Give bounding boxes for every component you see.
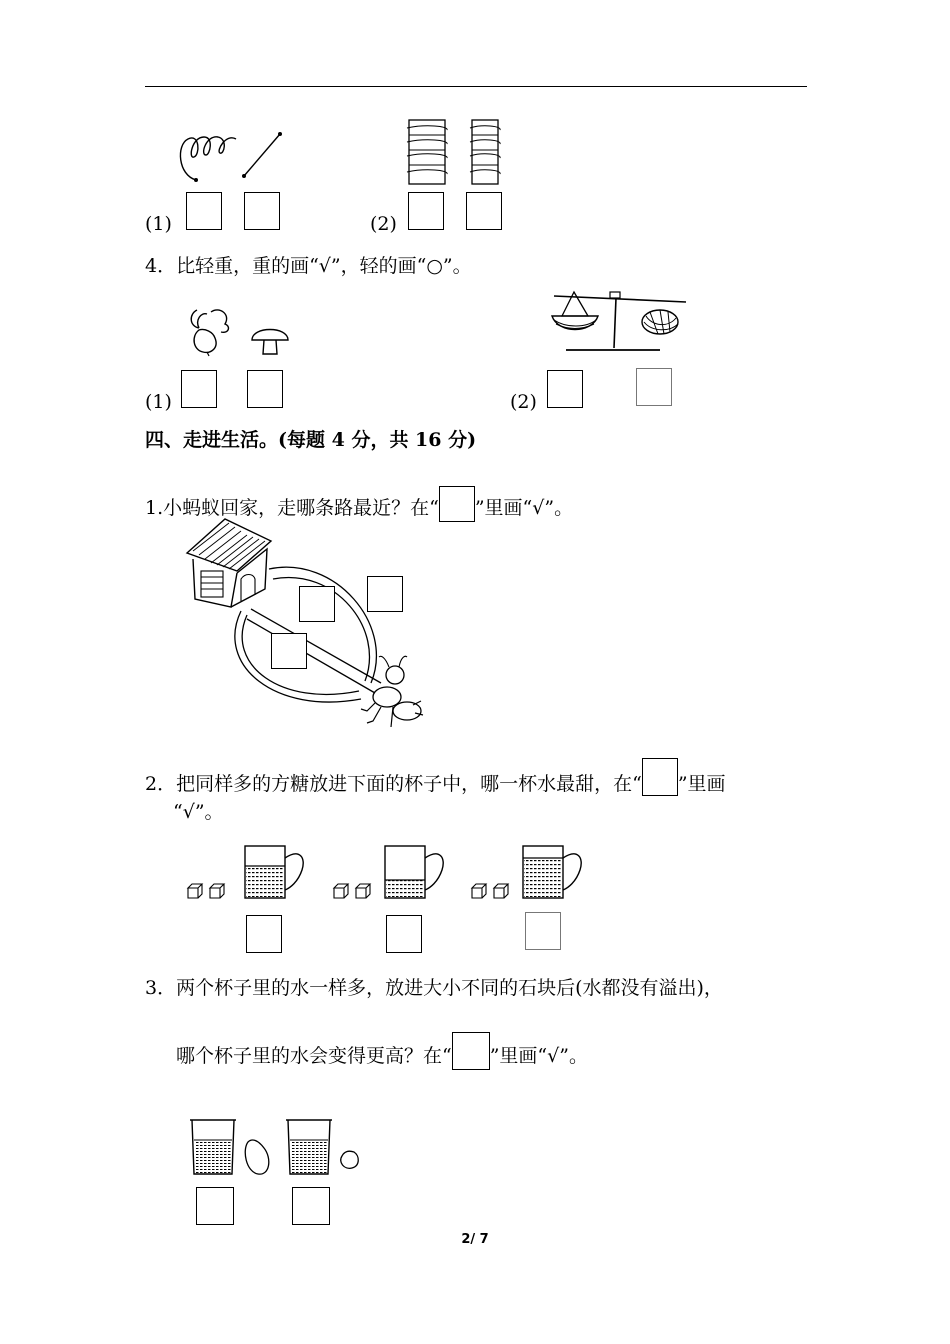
section-4-title: 四、走进生活。(每题 4 分，共 16 分): [145, 429, 477, 451]
question-text: 哪个杯子里的水会变得更高？在“: [176, 1045, 452, 1067]
part-label: (2): [510, 391, 537, 413]
water-cup-icon: [384, 844, 448, 900]
cup-answer-box-2[interactable]: [386, 915, 422, 953]
question-text: 2．把同样多的方糖放进下面的杯子中，哪一杯水最甜，在“: [145, 773, 642, 795]
beaker-answer-box-2[interactable]: [292, 1187, 330, 1225]
water-cup-icon: [244, 844, 308, 900]
part-label: (2): [370, 213, 397, 235]
s4-question-2: [145, 758, 726, 796]
sugar-cubes-icon: [186, 882, 230, 900]
answer-box-q4-1b[interactable]: [247, 370, 283, 408]
answer-box-q3-1a[interactable]: [186, 192, 222, 230]
stacked-blocks-b-illustration: [468, 118, 502, 186]
question-4-title: 4．比轻重，重的画“√”，轻的画“○”。: [145, 255, 472, 277]
inline-answer-box: [642, 758, 678, 796]
cup-answer-box-1[interactable]: [246, 915, 282, 953]
question-text: ”里画“√”。: [474, 497, 574, 519]
path-answer-box-bottom[interactable]: [271, 633, 307, 669]
answer-box-q4-2b[interactable]: [636, 368, 672, 406]
question-text: ”里画: [677, 773, 726, 795]
part-label: (1): [145, 391, 172, 413]
straight-line-illustration: [240, 128, 285, 180]
question-text: 3．两个杯子里的水一样多，放进大小不同的石块后(水都没有溢出)，: [145, 977, 723, 999]
inline-answer-box: [439, 486, 475, 522]
beaker-with-small-stone-illustration: [284, 1118, 364, 1178]
water-cup-icon: [522, 844, 586, 900]
answer-box-q4-2a[interactable]: [547, 370, 583, 408]
ant-home-paths-illustration: [185, 515, 425, 735]
balance-scale-illustration: [548, 288, 688, 356]
sugar-cubes-icon: [332, 882, 376, 900]
s4-question-3: [176, 1032, 588, 1070]
cup-answer-box-3[interactable]: [525, 912, 561, 950]
part-label: (1): [145, 213, 172, 235]
header-rule: [145, 86, 807, 87]
stacked-blocks-a-illustration: [405, 118, 451, 186]
answer-box-q4-1a[interactable]: [181, 370, 217, 408]
radish-illustration: [185, 304, 239, 356]
sugar-cubes-icon: [470, 882, 514, 900]
path-answer-box-top[interactable]: [367, 576, 403, 612]
inline-answer-box: [452, 1032, 490, 1070]
answer-box-q3-1b[interactable]: [244, 192, 280, 230]
mushroom-illustration: [248, 322, 292, 358]
beaker-with-large-stone-illustration: [188, 1118, 274, 1178]
curly-line-illustration: [170, 125, 245, 185]
question-text: 1.小蚂蚁回家，走哪条路最近？在“: [145, 497, 439, 519]
page-number: 2/ 7: [461, 1232, 489, 1247]
answer-box-q3-2a[interactable]: [408, 192, 444, 230]
question-text: ”里画“√”。: [489, 1045, 588, 1067]
path-answer-box-middle[interactable]: [299, 586, 335, 622]
beaker-answer-box-1[interactable]: [196, 1187, 234, 1225]
answer-box-q3-2b[interactable]: [466, 192, 502, 230]
question-text: “√”。: [173, 801, 224, 823]
